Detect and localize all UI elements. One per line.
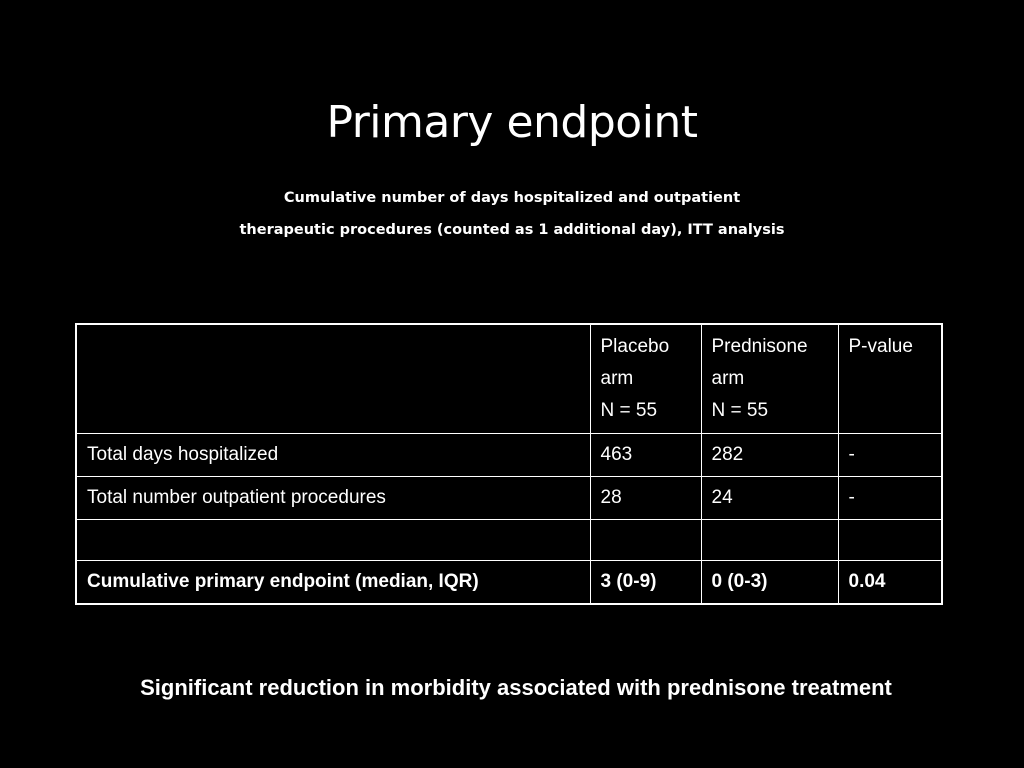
prednisone-value: 282 <box>701 434 838 477</box>
header-prednisone-line-2: arm <box>711 368 745 389</box>
header-placebo-line-3: N = 55 <box>600 400 658 421</box>
placebo-value: 3 (0-9) <box>590 561 701 605</box>
header-pvalue-line-1: P-value <box>848 336 913 357</box>
pvalue-value: - <box>838 477 942 520</box>
empty-cell <box>838 520 942 561</box>
header-placebo-line-2: arm <box>600 368 634 389</box>
header-prednisone-line-3: N = 55 <box>711 400 769 421</box>
row-label: Total number outpatient procedures <box>76 477 590 520</box>
pvalue-value: - <box>838 434 942 477</box>
table-row <box>76 434 942 477</box>
placebo-value: 28 <box>590 477 701 520</box>
empty-cell <box>76 520 590 561</box>
row-label: Total days hospitalized <box>76 434 590 477</box>
empty-cell <box>701 520 838 561</box>
header-cell-prednisone <box>701 324 838 434</box>
conclusion-text: Significant reduction in morbidity associated with prednisone treatment <box>140 675 892 700</box>
row-label: Cumulative primary endpoint (median, IQR) <box>76 561 590 605</box>
results-table <box>75 323 943 605</box>
header-cell-placebo <box>590 324 701 434</box>
prednisone-value: 24 <box>701 477 838 520</box>
table-row-empty <box>76 520 942 561</box>
slide-subtitle-line-2: therapeutic procedures (counted as 1 additional day), ITT analysis <box>239 222 785 238</box>
table-row <box>76 477 942 520</box>
slide-subtitle-line-1: Cumulative number of days hospitalized and outpatient <box>283 190 741 206</box>
placebo-value: 463 <box>590 434 701 477</box>
prednisone-value: 0 (0-3) <box>701 561 838 605</box>
header-placebo-line-1: Placebo <box>600 336 670 357</box>
pvalue-value: 0.04 <box>838 561 942 605</box>
header-cell-pvalue <box>838 324 942 434</box>
header-prednisone-line-1: Prednisone <box>711 336 808 357</box>
slide-title: Primary endpoint <box>326 97 698 148</box>
table-row-primary-endpoint <box>76 561 942 605</box>
table-header-row <box>76 324 942 434</box>
header-cell-empty <box>76 324 590 434</box>
empty-cell <box>590 520 701 561</box>
